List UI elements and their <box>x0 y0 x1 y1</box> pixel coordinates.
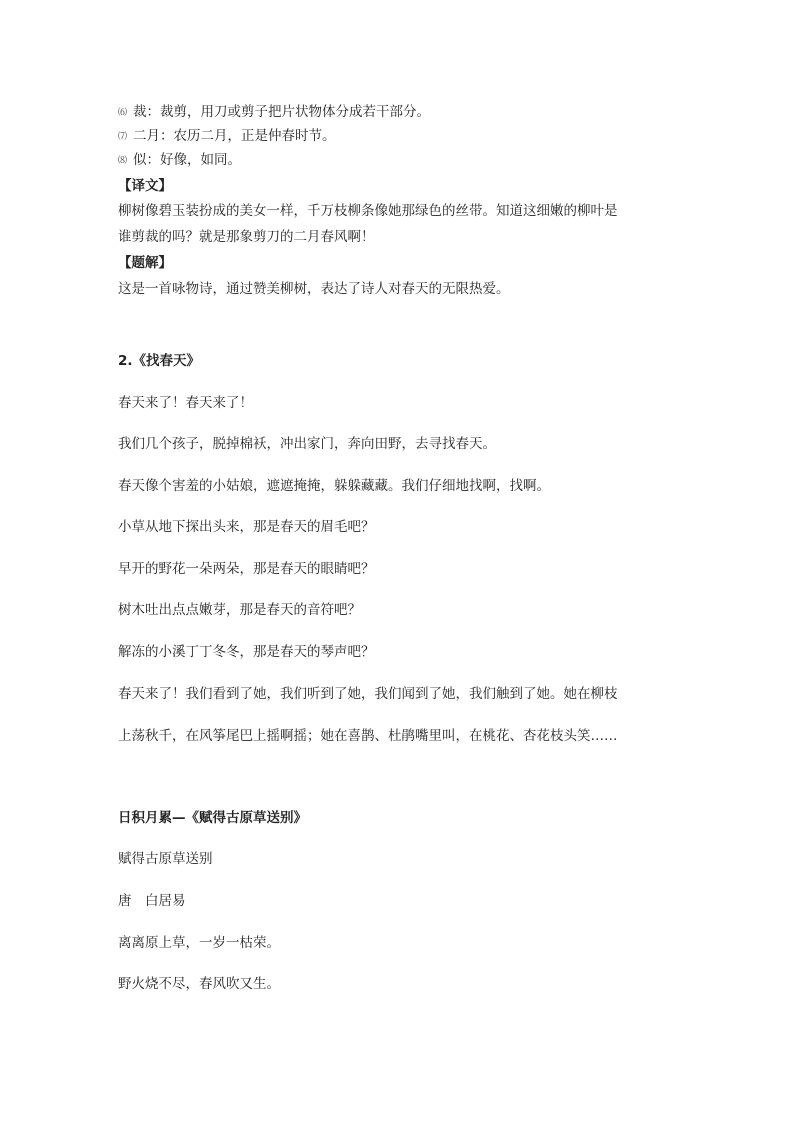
translation-text: 谁剪裁的吗？就是那象剪刀的二月春风啊！ <box>118 229 375 245</box>
translation-heading: 【译文】 <box>118 178 172 194</box>
paragraph: 春天来了！春天来了！ <box>118 395 253 411</box>
poem-line: 野火烧不尽，春风吹又生。 <box>118 976 280 992</box>
translation-text: 柳树像碧玉装扮成的美女一样，千万枝柳条像她那绿色的丝带。知道这细嫩的柳叶是 <box>118 203 618 219</box>
note-text: 似：好像，如同。 <box>133 152 242 168</box>
explanation-text: 这是一首咏物诗，通过赞美柳树，表达了诗人对春天的无限热爱。 <box>118 281 510 297</box>
section-title: 2.《找春天》 <box>118 353 201 369</box>
note-item <box>118 102 430 123</box>
note-item <box>118 150 241 171</box>
note-number: ⑻ <box>118 156 128 166</box>
poem-line: 离离原上草，一岁一枯荣。 <box>118 935 280 951</box>
explanation-heading: 【题解】 <box>118 255 172 271</box>
poem-author: 唐 白居易 <box>118 893 186 909</box>
note-text: 裁：裁剪，用刀或剪子把片状物体分成若干部分。 <box>133 104 431 120</box>
paragraph: 我们几个孩子，脱掉棉袄，冲出家门，奔向田野，去寻找春天。 <box>118 436 496 452</box>
paragraph: 早开的野花一朵两朵，那是春天的眼睛吧？ <box>118 561 375 577</box>
note-item <box>118 126 336 147</box>
paragraph: 上荡秋千，在风筝尾巴上摇啊摇；她在喜鹊、杜鹃嘴里叫，在桃花、杏花枝头笑…… <box>118 728 618 744</box>
section-title: 日积月累—《赋得古原草送别》 <box>118 810 307 826</box>
note-text: 二月：农历二月，正是仲春时节。 <box>133 128 336 144</box>
note-number: ⑺ <box>118 132 128 142</box>
paragraph: 解冻的小溪丁丁冬冬，那是春天的琴声吧？ <box>118 644 375 660</box>
paragraph: 树木吐出点点嫩芽，那是春天的音符吧？ <box>118 602 361 618</box>
poem-title: 赋得古原草送别 <box>118 851 213 867</box>
note-number: ⑹ <box>118 108 128 118</box>
paragraph: 春天像个害羞的小姑娘，遮遮掩掩，躲躲藏藏。我们仔细地找啊，找啊。 <box>118 478 550 494</box>
paragraph: 小草从地下探出头来，那是春天的眉毛吧？ <box>118 519 375 535</box>
paragraph: 春天来了！我们看到了她，我们听到了她，我们闻到了她，我们触到了她。她在柳枝 <box>118 686 618 702</box>
